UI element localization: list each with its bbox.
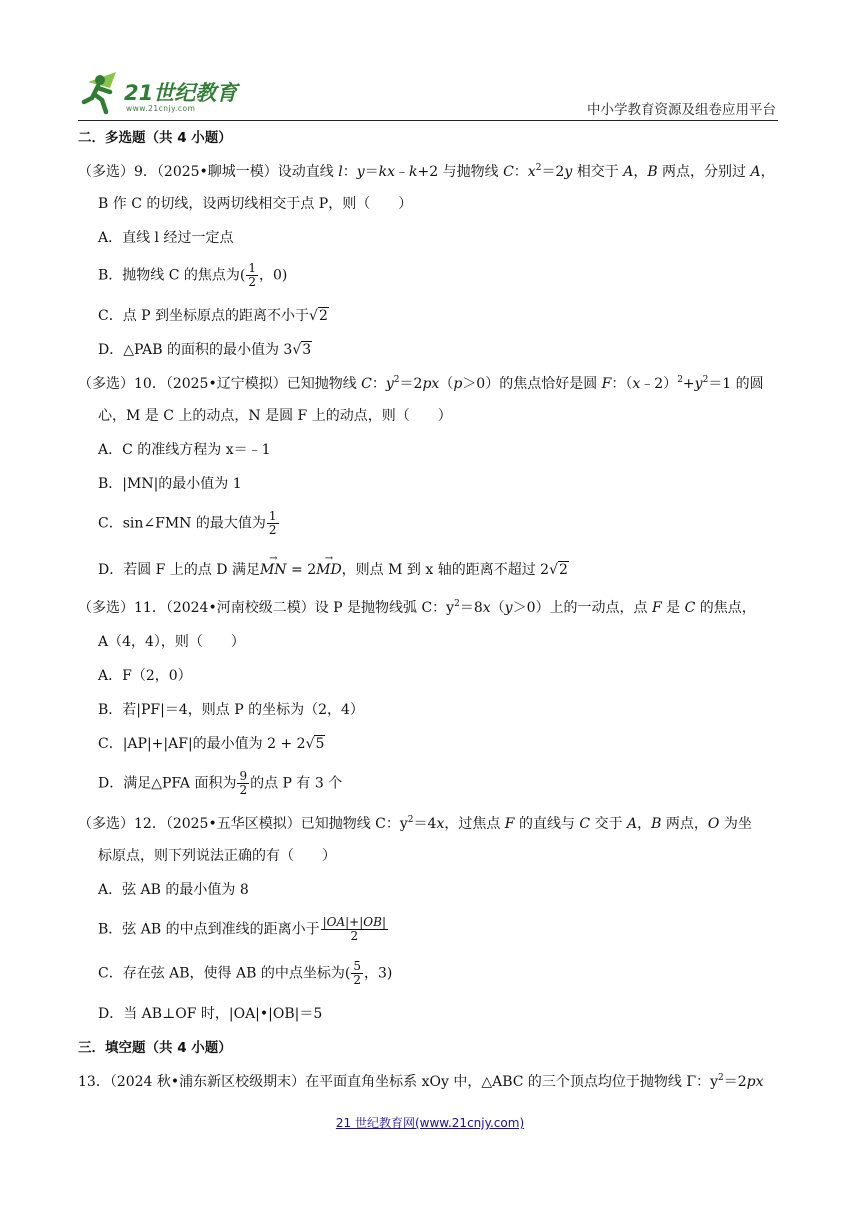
q9-option-d: D．△PAB 的面积的最小值为 3√3 [98, 342, 312, 358]
fraction: $\frac{1}{2}$ [248, 261, 257, 289]
question-12: （多选）12．（2025•五华区模拟）已知抛物线 C：$y^2=4x$，过焦点 F 的直线与 C 交于 A，B 两点，O 为坐 [78, 815, 752, 832]
question-11: （多选）11．（2024•河南校级二模）设 P 是抛物线弧 C：$y^2=8x(y>0)$上的一动点，点 F 是 C 的焦点， [78, 599, 756, 616]
q11-option-c: C．|AP|+|AF|的最小值为 2 + 2√5 [98, 736, 325, 752]
section-title: 二．多选题（共 4 小题） [78, 130, 232, 146]
question-9: （多选）9．（2025•聊城一模）设动直线 l：y＝kx﹣k+2 与抛物线 C：$x^2=2y$ 相交于 A，B 两点，分别过 A， [78, 163, 775, 180]
q11-option-d: D．满足△PFA 面积为 $\frac{9}{2}$ 的点 P 有 3 个 [98, 769, 343, 797]
fraction: $\frac{5}{2}$ [353, 959, 361, 987]
q11-option-b: B．若|PF|＝4，则点 P 的坐标为（2，4） [98, 702, 364, 718]
question-10: （多选）10．（2025•辽宁模拟）已知抛物线 C：$y^2=2px(p>0)$的焦点恰好是圆 F：$(x﹣2)^2+y^2=1$ 的圆 [78, 375, 764, 392]
question-11-line2: A（4，4），则（ ） [98, 634, 245, 650]
q12-option-c: C．存在弦 AB，使得 AB 的中点坐标为( $\frac{5}{2}$ ，3) [98, 959, 393, 987]
q11-option-a: A．F（2，0） [98, 668, 192, 684]
q10-option-d: D．若圆 F 上的点 D 满足→ MN = 2→ MD，则点 M 到 x 轴的距离不超过 2√2 [98, 560, 569, 580]
q12-option-d: D．当 AB⊥OF 时，|OA|•|OB|＝5 [98, 1006, 323, 1022]
section-title: 三．填空题（共 4 小题） [78, 1040, 232, 1056]
q10-option-c: C．sin∠FMN 的最大值为 $\frac{1}{2}$ [98, 509, 277, 537]
page-header [78, 64, 778, 121]
question-9-line2: B 作 C 的切线，设两切线相交于点 P，则（ ） [98, 196, 413, 212]
logo-text: 21世纪教育 [124, 81, 238, 105]
q12-option-b: B．弦 AB 的中点到准线的距离小于 $\frac{|OA|+|OB|}{2}$ [98, 915, 386, 943]
question-12-line2: 标原点，则下列说法正确的有（ ） [98, 848, 336, 864]
fraction: $\frac{|OA|+|OB|}{2}$ [322, 915, 386, 943]
q10-option-b: B．|MN|的最小值为 1 [98, 476, 242, 492]
q9-option-a: A．直线 l 经过一定点 [98, 230, 234, 246]
footer-link[interactable]: 21 世纪教育网(www.21cnjy.com) [335, 1116, 525, 1130]
q9-option-b: B．抛物线 C 的焦点为( $\frac{1}{2}$ ，0) [98, 261, 288, 289]
question-10-line2: 心，M 是 C 上的动点，N 是圆 F 上的动点，则（ ） [98, 408, 452, 424]
runner-logo-icon [80, 68, 124, 116]
q10-option-a: A．C 的准线方程为 x＝﹣1 [98, 442, 271, 458]
platform-name: 中小学教育资源及组卷应用平台 [587, 102, 776, 118]
fraction: $\frac{1}{2}$ [268, 509, 277, 537]
question-13: 13．（2024 秋•浦东新区校级期末）在平面直角坐标系 xOy 中，△ABC 的三个顶点均位于抛物线 Γ：$y^2=2px$ [78, 1073, 764, 1090]
q12-option-a: A．弦 AB 的最小值为 8 [98, 882, 249, 898]
logo [80, 68, 255, 118]
fraction: $\frac{9}{2}$ [239, 769, 248, 797]
logo-url: www.21cnjy.com [126, 104, 196, 113]
q9-option-c: C．点 P 到坐标原点的距离不小于√2 [98, 308, 328, 324]
